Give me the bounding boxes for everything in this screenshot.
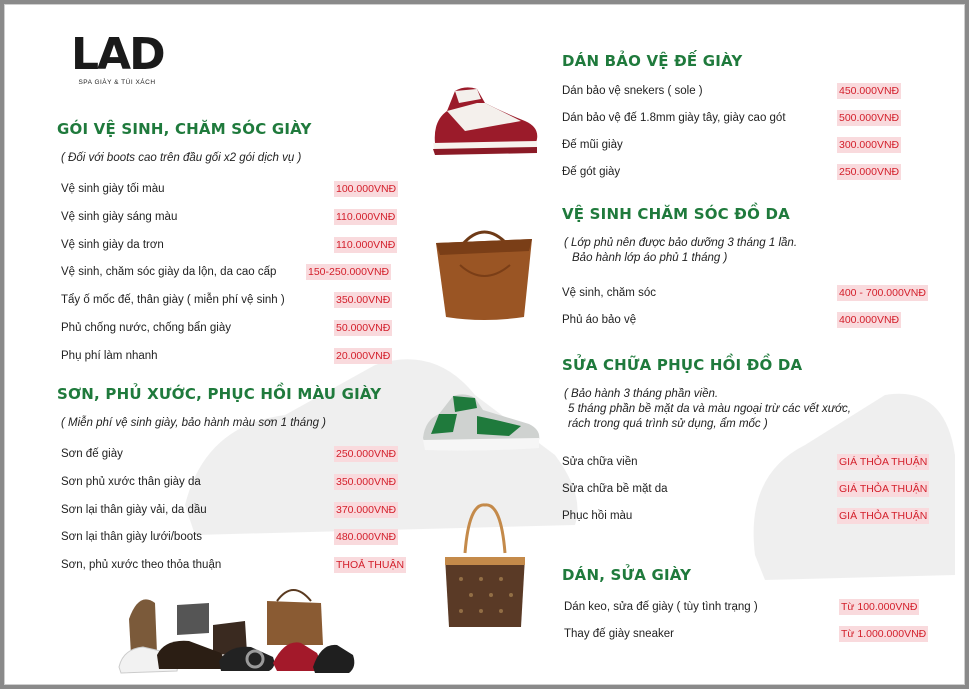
price-row	[562, 285, 947, 301]
service-label: Vệ sinh giày tối màu	[61, 183, 165, 195]
price-row	[61, 557, 444, 573]
section-note-leather-repair-3: rách trong quá trình sử dụng, ẩm mốc )	[568, 418, 768, 430]
service-price: GIÁ THỎA THUẬN	[839, 510, 928, 522]
service-price: 250.000VNĐ	[839, 166, 900, 178]
service-price: 350.00VNĐ	[336, 294, 391, 307]
section-title-shoe-cleaning: GÓI VỆ SINH, CHĂM SÓC GIÀY	[57, 120, 312, 138]
logo-tagline: SPA GIÀY & TÚI XÁCH	[78, 79, 156, 86]
service-label: Đế mũi giày	[562, 139, 623, 151]
price-row	[61, 181, 444, 197]
service-price: 250.000VNĐ	[336, 448, 397, 460]
section-title-painting: SƠN, PHỦ XƯỚC, PHỤC HỒI MÀU GIÀY	[57, 385, 382, 403]
brown-tote-bag-icon	[432, 225, 538, 325]
logo-mark: LAD	[71, 29, 164, 80]
brand-logo	[57, 29, 177, 99]
service-label: Dán bảo vệ đế 1.8mm giày tây, giày cao gót	[562, 112, 786, 124]
service-label: Sửa chữa bề mặt da	[562, 483, 668, 495]
service-label: Sơn đế giày	[61, 448, 123, 460]
service-price: Từ 1.000.000VNĐ	[841, 628, 927, 640]
section-note-shoe-cleaning: ( Đối với boots cao trên đầu gối x2 gói dịch vụ )	[61, 152, 302, 164]
service-price: GIÁ THỎA THUẬN	[839, 483, 928, 495]
section-title-sole-protection: DÁN BẢO VỆ ĐẾ GIÀY	[562, 52, 743, 70]
service-label: Sơn lại thân giày vải, da dầu	[61, 503, 207, 516]
service-price: GIÁ THỎA THUẬN	[839, 456, 928, 468]
service-label: Đế gót giày	[562, 166, 621, 178]
service-price: Từ 100.000VNĐ	[841, 601, 918, 613]
green-white-sneaker-icon	[417, 390, 545, 454]
price-row	[61, 474, 444, 490]
shoes-and-bags-collection-icon	[117, 583, 357, 679]
price-row	[562, 312, 947, 328]
section-note-leather-repair-2: 5 tháng phần bề mặt da và màu ngoại trừ các vết xước,	[568, 403, 851, 415]
price-row	[564, 599, 949, 615]
section-note-leather-care-1: ( Lớp phủ nên được bảo dưỡng 3 tháng 1 lần.	[564, 237, 798, 249]
service-label: Sửa chữa viền	[562, 456, 638, 468]
service-label: Phủ áo bảo vệ	[562, 314, 637, 326]
price-row	[61, 292, 444, 308]
service-price: THOẢ THUẬN	[336, 559, 405, 572]
service-price: 50.000VNĐ	[336, 322, 391, 334]
service-label: Vệ sinh giày sáng màu	[61, 210, 178, 223]
service-price: 110.000VNĐ	[336, 238, 396, 251]
price-row	[562, 481, 947, 497]
price-row	[564, 626, 949, 642]
service-label: Vệ sinh, chăm sóc giày da lộn, da cao cấp	[61, 266, 277, 279]
price-list-page	[4, 4, 965, 685]
service-label: Phục hồi màu	[562, 510, 633, 522]
service-price: 20.000VNĐ	[336, 349, 391, 362]
price-row	[562, 164, 947, 180]
service-label: Sơn lại thân giày lưới/boots	[61, 531, 203, 544]
price-row	[61, 529, 444, 545]
service-label: Vệ sinh giày da trơn	[61, 238, 164, 251]
price-row	[61, 209, 444, 225]
section-note-leather-repair-1: ( Bảo hành 3 tháng phần viền.	[564, 388, 719, 400]
service-price: 400.000VNĐ	[839, 314, 900, 326]
service-label: Tẩy ố mốc đế, thân giày ( miễn phí vệ sinh )	[61, 294, 285, 307]
service-label: Phủ chống nước, chống bẩn giày	[61, 322, 231, 334]
price-row	[562, 137, 947, 153]
service-price: 350.000VNĐ	[336, 475, 397, 488]
service-price: 370.000VNĐ	[336, 503, 397, 516]
service-label: Vệ sinh, chăm sóc	[562, 287, 656, 299]
price-row	[562, 454, 947, 470]
service-label: Dán bảo vệ snekers ( sole )	[562, 85, 703, 97]
section-title-shoe-repair: DÁN, SỬA GIÀY	[562, 566, 692, 584]
service-price: 400 - 700.000VNĐ	[839, 287, 926, 299]
price-row	[61, 264, 444, 280]
service-label: Phụ phí làm nhanh	[61, 349, 158, 362]
price-row	[562, 508, 947, 524]
section-note-painting: ( Miễn phí vệ sinh giày, bảo hành màu sơn 1 tháng )	[61, 417, 327, 429]
service-label: Sơn phủ xước thân giày da	[61, 475, 201, 488]
service-label: Sơn, phủ xước theo thỏa thuận	[61, 559, 222, 572]
price-row	[61, 446, 444, 462]
service-price: 500.000VNĐ	[839, 112, 900, 124]
service-label: Dán keo, sửa đế giày ( tùy tình trạng )	[564, 601, 758, 613]
section-title-leather-care: VỆ SINH CHĂM SÓC ĐỒ DA	[562, 205, 790, 223]
service-price: 100.000VNĐ	[336, 183, 397, 195]
red-high-top-sneaker-icon	[425, 81, 545, 161]
price-row	[61, 237, 444, 253]
service-price: 480.000VNĐ	[336, 531, 397, 544]
service-label: Thay đế giày sneaker	[564, 628, 674, 640]
section-note-leather-care-2: Bảo hành lớp áo phủ 1 tháng )	[572, 252, 728, 264]
service-price: 450.000VNĐ	[839, 85, 900, 97]
price-row	[61, 320, 444, 336]
price-row	[562, 110, 947, 126]
price-row	[61, 348, 444, 364]
service-price: 150-250.000VNĐ	[308, 266, 390, 279]
monogram-tote-bag-icon	[439, 503, 531, 633]
service-price: 300.000VNĐ	[839, 139, 900, 151]
price-row	[61, 502, 444, 518]
service-price: 110.000VNĐ	[336, 210, 396, 223]
price-row	[562, 83, 947, 99]
section-title-leather-repair: SỬA CHỮA PHỤC HỒI ĐỒ DA	[562, 356, 803, 374]
